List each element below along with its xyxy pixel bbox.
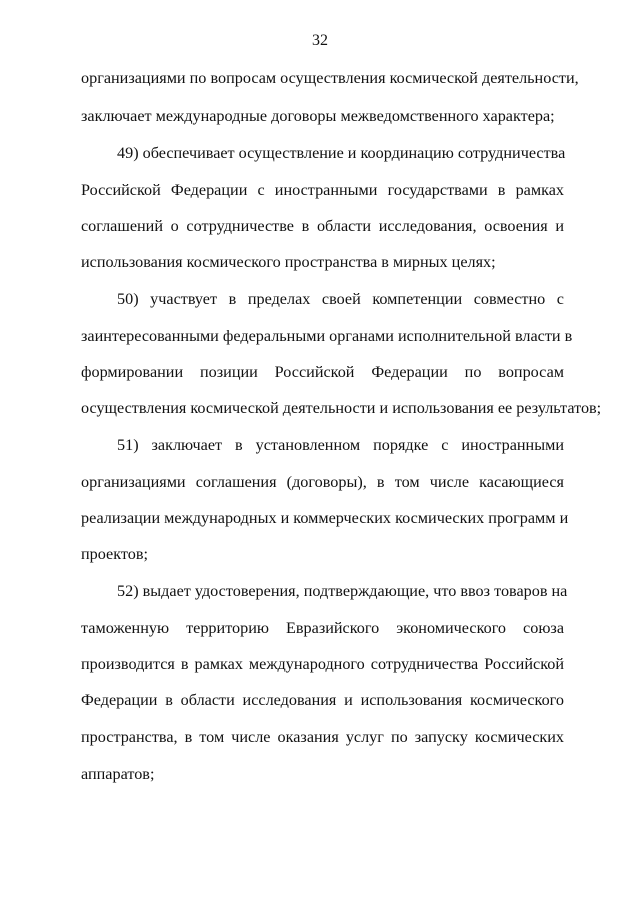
text-line: пространства, в том числе оказания услуг по запуску космических: [81, 728, 564, 746]
text-line: проектов;: [81, 545, 148, 563]
text-line: реализации международных и коммерческих космических программ и: [81, 509, 569, 527]
text-line: соглашений о сотрудничестве в области исследования, освоения и: [81, 217, 564, 235]
text-line: Российской Федерации с иностранными государствами в рамках: [81, 181, 564, 199]
text-line: производится в рамках международного сотрудничества Российской: [81, 655, 564, 673]
page-number: 32: [312, 32, 328, 49]
text-line: осуществления космической деятельности и использования ее результатов;: [81, 399, 602, 417]
text-line: 50) участвует в пределах своей компетенции совместно с: [117, 290, 564, 308]
text-line: 52) выдает удостоверения, подтверждающие, что ввоз товаров на: [117, 582, 568, 600]
text-line: формировании позиции Российской Федерации по вопросам: [81, 363, 564, 381]
text-line: организациями по вопросам осуществления космической деятельности,: [81, 69, 579, 87]
text-line: заключает международные договоры межведомственного характера;: [81, 107, 555, 125]
text-line: Федерации в области исследования и использования космического: [81, 691, 564, 709]
text-line: организациями соглашения (договоры), в том числе касающиеся: [81, 473, 564, 491]
text-line: использования космического пространства в мирных целях;: [81, 253, 496, 271]
text-line: заинтересованными федеральными органами исполнительной власти в: [81, 327, 573, 345]
text-line: 51) заключает в установленном порядке с иностранными: [117, 436, 564, 454]
text-line: таможенную территорию Евразийского экономического союза: [81, 619, 564, 637]
text-line: 49) обеспечивает осуществление и координацию сотрудничества: [117, 144, 566, 162]
text-line: аппаратов;: [81, 765, 155, 783]
